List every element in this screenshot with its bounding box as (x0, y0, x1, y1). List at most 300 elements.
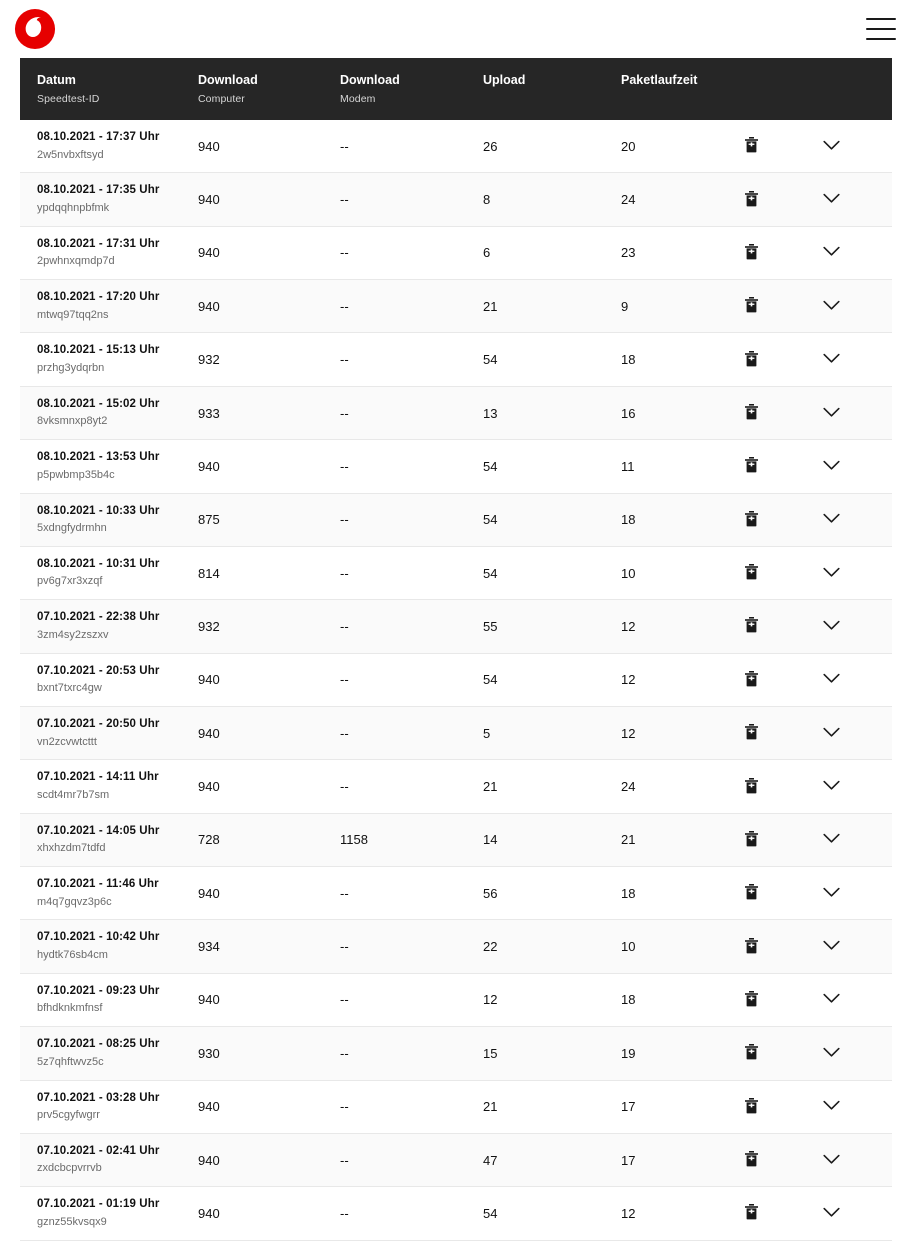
delete-row-button[interactable] (738, 453, 764, 479)
cell-speedtest-id: zxdcbcpvrrvb (37, 1162, 102, 1175)
cell-date-value: 07.10.2021 - 11:46 Uhr (37, 878, 159, 891)
cell-delete (734, 333, 814, 386)
cell-speedtest-id: scdt4mr7b7sm (37, 788, 110, 801)
cell-date-value: 07.10.2021 - 03:28 Uhr (37, 1091, 160, 1104)
cell-delete (734, 280, 814, 333)
cell-date-value: 08.10.2021 - 10:33 Uhr (37, 504, 160, 517)
expand-row-button[interactable] (818, 987, 844, 1013)
trash-icon (744, 990, 759, 1010)
cell-upload: 54 (483, 512, 498, 528)
chevron-down-icon (823, 406, 840, 421)
column-header-download-computer (198, 58, 340, 120)
cell-download-computer: 875 (198, 512, 220, 528)
cell-delete (734, 1133, 814, 1186)
chevron-down-icon (823, 459, 840, 474)
column-header-download-computer-label: Download (198, 73, 258, 87)
trash-icon (744, 1150, 759, 1170)
chevron-down-icon (823, 139, 840, 154)
delete-row-button[interactable] (738, 133, 764, 159)
cell-paketlaufzeit: 9 (621, 298, 629, 314)
cell-download-modem: -- (340, 618, 349, 634)
cell-date (20, 600, 198, 653)
cell-date-value: 07.10.2021 - 22:38 Uhr (37, 611, 160, 624)
cell-delete (734, 600, 814, 653)
cell-delete (734, 493, 814, 546)
cell-download-modem: -- (340, 779, 349, 795)
cell-date-value: 07.10.2021 - 20:53 Uhr (37, 664, 160, 677)
cell-date (20, 333, 198, 386)
cell-date (20, 546, 198, 599)
cell-download-computer: 934 (198, 939, 220, 955)
cell-download-computer: 940 (198, 992, 220, 1008)
cell-upload: 21 (483, 298, 498, 314)
table-row[interactable] (20, 173, 892, 226)
cell-speedtest-id: mtwq97tqq2ns (37, 308, 109, 321)
cell-date (20, 707, 198, 760)
expand-row-button[interactable] (818, 293, 844, 319)
cell-delete (734, 973, 814, 1026)
delete-row-button[interactable] (738, 1040, 764, 1066)
delete-row-button[interactable] (738, 880, 764, 906)
expand-row-button[interactable] (818, 187, 844, 213)
cell-expand (814, 1080, 892, 1133)
expand-row-button[interactable] (818, 774, 844, 800)
column-header-paketlaufzeit (621, 58, 734, 120)
cell-upload: 54 (483, 458, 498, 474)
delete-row-button[interactable] (738, 827, 764, 853)
cell-date-value: 07.10.2021 - 20:50 Uhr (37, 718, 160, 730)
table-row[interactable] (20, 546, 892, 599)
chevron-down-icon (823, 832, 840, 847)
cell-speedtest-id: 8vksmnxp8yt2 (37, 415, 108, 428)
cell-speedtest-id: 2pwhnxqmdp7d (37, 255, 115, 268)
cell-date-value: 08.10.2021 - 17:31 Uhr (37, 237, 160, 250)
chevron-down-icon (823, 619, 840, 634)
cell-speedtest-id: gznz55kvsqx9 (37, 1215, 107, 1228)
cell-speedtest-id: m4q7gqvz3p6c (37, 895, 112, 908)
cell-expand (814, 920, 892, 973)
cell-paketlaufzeit: 16 (621, 405, 636, 421)
cell-paketlaufzeit: 19 (621, 1045, 636, 1061)
cell-date-value: 08.10.2021 - 17:35 Uhr (37, 184, 160, 197)
table-row[interactable] (20, 867, 892, 920)
trash-icon (744, 136, 759, 156)
cell-download-computer: 932 (198, 352, 220, 368)
cell-upload: 56 (483, 885, 498, 901)
cell-expand (814, 973, 892, 1026)
cell-upload: 15 (483, 1045, 498, 1061)
speedtest-table-container (0, 58, 912, 1241)
cell-download-computer: 814 (198, 565, 220, 581)
cell-expand (814, 440, 892, 493)
trash-icon (744, 937, 759, 957)
expand-row-button[interactable] (818, 1200, 844, 1226)
expand-row-button[interactable] (818, 720, 844, 746)
trash-icon (744, 723, 759, 743)
trash-icon (744, 350, 759, 370)
cell-paketlaufzeit: 12 (621, 1205, 636, 1221)
cell-delete (734, 226, 814, 279)
hamburger-bar (866, 28, 896, 30)
expand-row-button[interactable] (818, 400, 844, 426)
cell-date-value: 07.10.2021 - 09:23 Uhr (37, 984, 160, 997)
trash-icon (744, 243, 759, 263)
cell-speedtest-id: przhg3ydqrbn (37, 362, 105, 374)
trash-icon (744, 777, 759, 797)
cell-download-computer: 940 (198, 779, 220, 795)
cell-speedtest-id: vn2zcvwtcttt (37, 735, 97, 748)
cell-date (20, 813, 198, 866)
table-row[interactable] (20, 280, 892, 333)
cell-upload: 14 (483, 832, 498, 848)
delete-row-button[interactable] (738, 507, 764, 533)
cell-download-modem: -- (340, 512, 349, 528)
cell-download-computer: 940 (198, 138, 220, 154)
cell-download-modem: -- (340, 1045, 349, 1061)
cell-date (20, 386, 198, 439)
cell-download-modem: -- (340, 725, 349, 741)
trash-icon (744, 563, 759, 583)
cell-speedtest-id: bfhdknkmfnsf (37, 1002, 103, 1015)
chevron-down-icon (823, 992, 840, 1007)
expand-row-button[interactable] (818, 827, 844, 853)
cell-delete (734, 173, 814, 226)
delete-row-button[interactable] (738, 347, 764, 373)
table-row[interactable] (20, 973, 892, 1026)
cell-upload: 26 (483, 138, 498, 154)
cell-paketlaufzeit: 18 (621, 352, 636, 368)
cell-download-modem: -- (340, 992, 349, 1008)
cell-upload: 21 (483, 779, 498, 795)
cell-expand (814, 226, 892, 279)
column-header-paketlaufzeit-label: Paketlaufzeit (621, 73, 698, 87)
delete-row-button[interactable] (738, 1094, 764, 1120)
column-header-download-modem (340, 58, 483, 120)
chevron-down-icon (823, 1153, 840, 1168)
cell-download-modem: -- (340, 138, 349, 154)
cell-delete (734, 1080, 814, 1133)
cell-paketlaufzeit: 21 (621, 832, 636, 848)
column-header-date-sub: Speedtest-ID (37, 92, 100, 105)
cell-date-value: 07.10.2021 - 10:42 Uhr (37, 931, 160, 944)
cell-date-value: 08.10.2021 - 15:13 Uhr (37, 344, 160, 357)
cell-speedtest-id: 2w5nvbxftsyd (37, 148, 104, 161)
cell-delete (734, 1027, 814, 1080)
table-header-row (20, 58, 892, 120)
delete-row-button[interactable] (738, 293, 764, 319)
chevron-down-icon (823, 779, 840, 794)
trash-icon (744, 510, 759, 530)
cell-date-value: 08.10.2021 - 10:31 Uhr (37, 557, 160, 570)
cell-download-modem: 1158 (340, 832, 368, 848)
chevron-down-icon (823, 1206, 840, 1221)
cell-download-modem: -- (340, 565, 349, 581)
expand-row-button[interactable] (818, 934, 844, 960)
expand-row-button[interactable] (818, 507, 844, 533)
cell-download-computer: 930 (198, 1045, 220, 1061)
cell-date-value: 07.10.2021 - 02:41 Uhr (37, 1144, 160, 1157)
column-header-upload (483, 58, 621, 120)
cell-download-computer: 940 (198, 672, 220, 688)
cell-download-modem: -- (340, 405, 349, 421)
cell-delete (734, 546, 814, 599)
cell-speedtest-id: hydtk76sb4cm (37, 948, 108, 961)
cell-download-computer: 940 (198, 458, 220, 474)
cell-expand (814, 333, 892, 386)
table-row[interactable] (20, 386, 892, 439)
trash-icon (744, 403, 759, 423)
cell-upload: 5 (483, 725, 491, 741)
table-row[interactable] (20, 1080, 892, 1133)
delete-row-button[interactable] (738, 240, 764, 266)
trash-icon (744, 1043, 759, 1063)
cell-expand (814, 653, 892, 706)
cell-date (20, 440, 198, 493)
cell-upload: 22 (483, 939, 498, 955)
table-row[interactable] (20, 440, 892, 493)
cell-download-computer: 933 (198, 405, 220, 421)
table-row[interactable] (20, 653, 892, 706)
chevron-down-icon (823, 886, 840, 901)
cell-upload: 54 (483, 352, 498, 368)
chevron-down-icon (823, 1046, 840, 1061)
expand-row-button[interactable] (818, 240, 844, 266)
chevron-down-icon (823, 939, 840, 954)
cell-download-modem: -- (340, 352, 349, 368)
cell-paketlaufzeit: 17 (621, 1099, 636, 1115)
delete-row-button[interactable] (738, 720, 764, 746)
cell-date (20, 760, 198, 813)
expand-row-button[interactable] (818, 613, 844, 639)
cell-delete (734, 920, 814, 973)
cell-paketlaufzeit: 12 (621, 725, 636, 741)
table-header (20, 58, 892, 120)
cell-upload: 54 (483, 1205, 498, 1221)
trash-icon (744, 1097, 759, 1117)
cell-delete (734, 120, 814, 173)
delete-row-button[interactable] (738, 560, 764, 586)
vodafone-logo-icon[interactable] (14, 8, 56, 50)
delete-row-button[interactable] (738, 987, 764, 1013)
cell-download-computer: 940 (198, 298, 220, 314)
delete-row-button[interactable] (738, 934, 764, 960)
cell-expand (814, 760, 892, 813)
cell-date (20, 493, 198, 546)
expand-row-button[interactable] (818, 880, 844, 906)
expand-row-button[interactable] (818, 1147, 844, 1173)
cell-date-value: 08.10.2021 - 17:37 Uhr (37, 131, 160, 144)
cell-download-computer: 940 (198, 1205, 220, 1221)
cell-date-value: 07.10.2021 - 14:11 Uhr (37, 771, 159, 784)
expand-row-button[interactable] (818, 560, 844, 586)
cell-speedtest-id: 5xdngfydrmhn (37, 522, 107, 535)
cell-expand (814, 280, 892, 333)
cell-date (20, 973, 198, 1026)
column-header-download-modem-label: Download (340, 73, 400, 87)
table-row[interactable] (20, 333, 892, 386)
cell-paketlaufzeit: 12 (621, 618, 636, 634)
cell-delete (734, 867, 814, 920)
cell-date (20, 120, 198, 173)
expand-row-button[interactable] (818, 133, 844, 159)
cell-speedtest-id: prv5cgyfwgrr (37, 1109, 100, 1122)
cell-upload: 13 (483, 405, 498, 421)
column-header-upload-label: Upload (483, 73, 526, 87)
cell-speedtest-id: 5z7qhftwvz5c (37, 1055, 104, 1068)
trash-icon (744, 830, 759, 850)
chevron-down-icon (823, 672, 840, 687)
cell-date (20, 653, 198, 706)
chevron-down-icon (823, 352, 840, 367)
expand-row-button[interactable] (818, 1094, 844, 1120)
cell-expand (814, 600, 892, 653)
cell-upload: 6 (483, 245, 491, 261)
trash-icon (744, 616, 759, 636)
hamburger-bar (866, 38, 896, 40)
cell-delete (734, 653, 814, 706)
table-row[interactable] (20, 493, 892, 546)
table-row[interactable] (20, 760, 892, 813)
cell-paketlaufzeit: 10 (621, 565, 636, 581)
chevron-down-icon (823, 192, 840, 207)
cell-date (20, 173, 198, 226)
trash-icon (744, 296, 759, 316)
delete-row-button[interactable] (738, 667, 764, 693)
cell-upload: 12 (483, 992, 498, 1008)
cell-upload: 54 (483, 672, 498, 688)
expand-row-button[interactable] (818, 347, 844, 373)
cell-paketlaufzeit: 12 (621, 672, 636, 688)
cell-expand (814, 493, 892, 546)
delete-row-button[interactable] (738, 774, 764, 800)
cell-paketlaufzeit: 10 (621, 939, 636, 955)
trash-icon (744, 456, 759, 476)
cell-delete (734, 760, 814, 813)
cell-expand (814, 173, 892, 226)
cell-paketlaufzeit: 24 (621, 192, 636, 208)
cell-date (20, 280, 198, 333)
expand-row-button[interactable] (818, 667, 844, 693)
delete-row-button[interactable] (738, 613, 764, 639)
table-row[interactable] (20, 120, 892, 173)
cell-speedtest-id: p5pwbmp35b4c (37, 468, 115, 481)
cell-date-value: 07.10.2021 - 14:05 Uhr (37, 824, 160, 837)
cell-expand (814, 1133, 892, 1186)
cell-download-modem: -- (340, 192, 349, 208)
cell-expand (814, 1027, 892, 1080)
trash-icon (744, 1203, 759, 1223)
expand-row-button[interactable] (818, 1040, 844, 1066)
cell-expand (814, 386, 892, 439)
cell-date (20, 226, 198, 279)
cell-expand (814, 546, 892, 599)
table-row[interactable] (20, 813, 892, 866)
delete-row-button[interactable] (738, 187, 764, 213)
cell-date-value: 08.10.2021 - 15:02 Uhr (37, 397, 160, 410)
table-row[interactable] (20, 226, 892, 279)
column-header-date (20, 58, 198, 120)
cell-upload: 47 (483, 1152, 498, 1168)
table-row[interactable] (20, 920, 892, 973)
cell-date (20, 1080, 198, 1133)
cell-download-modem: -- (340, 939, 349, 955)
cell-date (20, 867, 198, 920)
cell-download-computer: 940 (198, 192, 220, 208)
cell-paketlaufzeit: 18 (621, 512, 636, 528)
cell-download-computer: 940 (198, 1099, 220, 1115)
cell-speedtest-id: pv6g7xr3xzqf (37, 575, 103, 588)
table-row[interactable] (20, 1187, 892, 1240)
delete-row-button[interactable] (738, 400, 764, 426)
table-body (20, 120, 892, 1240)
cell-date-value: 08.10.2021 - 17:20 Uhr (37, 291, 160, 304)
chevron-down-icon (823, 512, 840, 527)
chevron-down-icon (823, 566, 840, 581)
column-header-expand (814, 58, 892, 120)
expand-row-button[interactable] (818, 453, 844, 479)
cell-download-modem: -- (340, 672, 349, 688)
table-row[interactable] (20, 600, 892, 653)
cell-paketlaufzeit: 11 (621, 458, 635, 474)
table-row[interactable] (20, 1027, 892, 1080)
trash-icon (744, 670, 759, 690)
cell-download-modem: -- (340, 1099, 349, 1115)
cell-speedtest-id: 3zm4sy2zszxv (37, 628, 109, 641)
cell-speedtest-id: bxnt7txrc4gw (37, 682, 102, 695)
cell-download-modem: -- (340, 1205, 349, 1221)
cell-download-modem: -- (340, 245, 349, 261)
cell-date-value: 07.10.2021 - 08:25 Uhr (37, 1038, 160, 1051)
cell-download-computer: 728 (198, 832, 220, 848)
cell-download-computer: 932 (198, 618, 220, 634)
chevron-down-icon (823, 1099, 840, 1114)
cell-upload: 55 (483, 618, 498, 634)
cell-speedtest-id: xhxhzdm7tdfd (37, 842, 106, 855)
cell-date-value: 07.10.2021 - 01:19 Uhr (37, 1198, 160, 1211)
column-header-download-modem-sub: Modem (340, 92, 376, 105)
column-header-download-computer-sub: Computer (198, 92, 245, 105)
chevron-down-icon (823, 726, 840, 741)
speedtest-results-table (20, 58, 892, 1241)
cell-date-value: 08.10.2021 - 13:53 Uhr (37, 451, 160, 464)
site-header (0, 0, 912, 58)
cell-download-modem: -- (340, 298, 349, 314)
cell-paketlaufzeit: 20 (621, 138, 636, 154)
hamburger-menu-icon[interactable] (866, 18, 896, 40)
cell-paketlaufzeit: 18 (621, 885, 636, 901)
chevron-down-icon (823, 245, 840, 260)
trash-icon (744, 190, 759, 210)
cell-expand (814, 813, 892, 866)
table-row[interactable] (20, 1133, 892, 1186)
column-header-delete (734, 58, 814, 120)
cell-date (20, 1027, 198, 1080)
cell-delete (734, 813, 814, 866)
delete-row-button[interactable] (738, 1200, 764, 1226)
cell-upload: 54 (483, 565, 498, 581)
cell-delete (734, 707, 814, 760)
cell-download-computer: 940 (198, 885, 220, 901)
table-row[interactable] (20, 707, 892, 760)
delete-row-button[interactable] (738, 1147, 764, 1173)
cell-delete (734, 440, 814, 493)
cell-download-modem: -- (340, 458, 349, 474)
cell-paketlaufzeit: 24 (621, 779, 636, 795)
cell-download-computer: 940 (198, 725, 220, 741)
cell-expand (814, 867, 892, 920)
cell-expand (814, 707, 892, 760)
trash-icon (744, 883, 759, 903)
